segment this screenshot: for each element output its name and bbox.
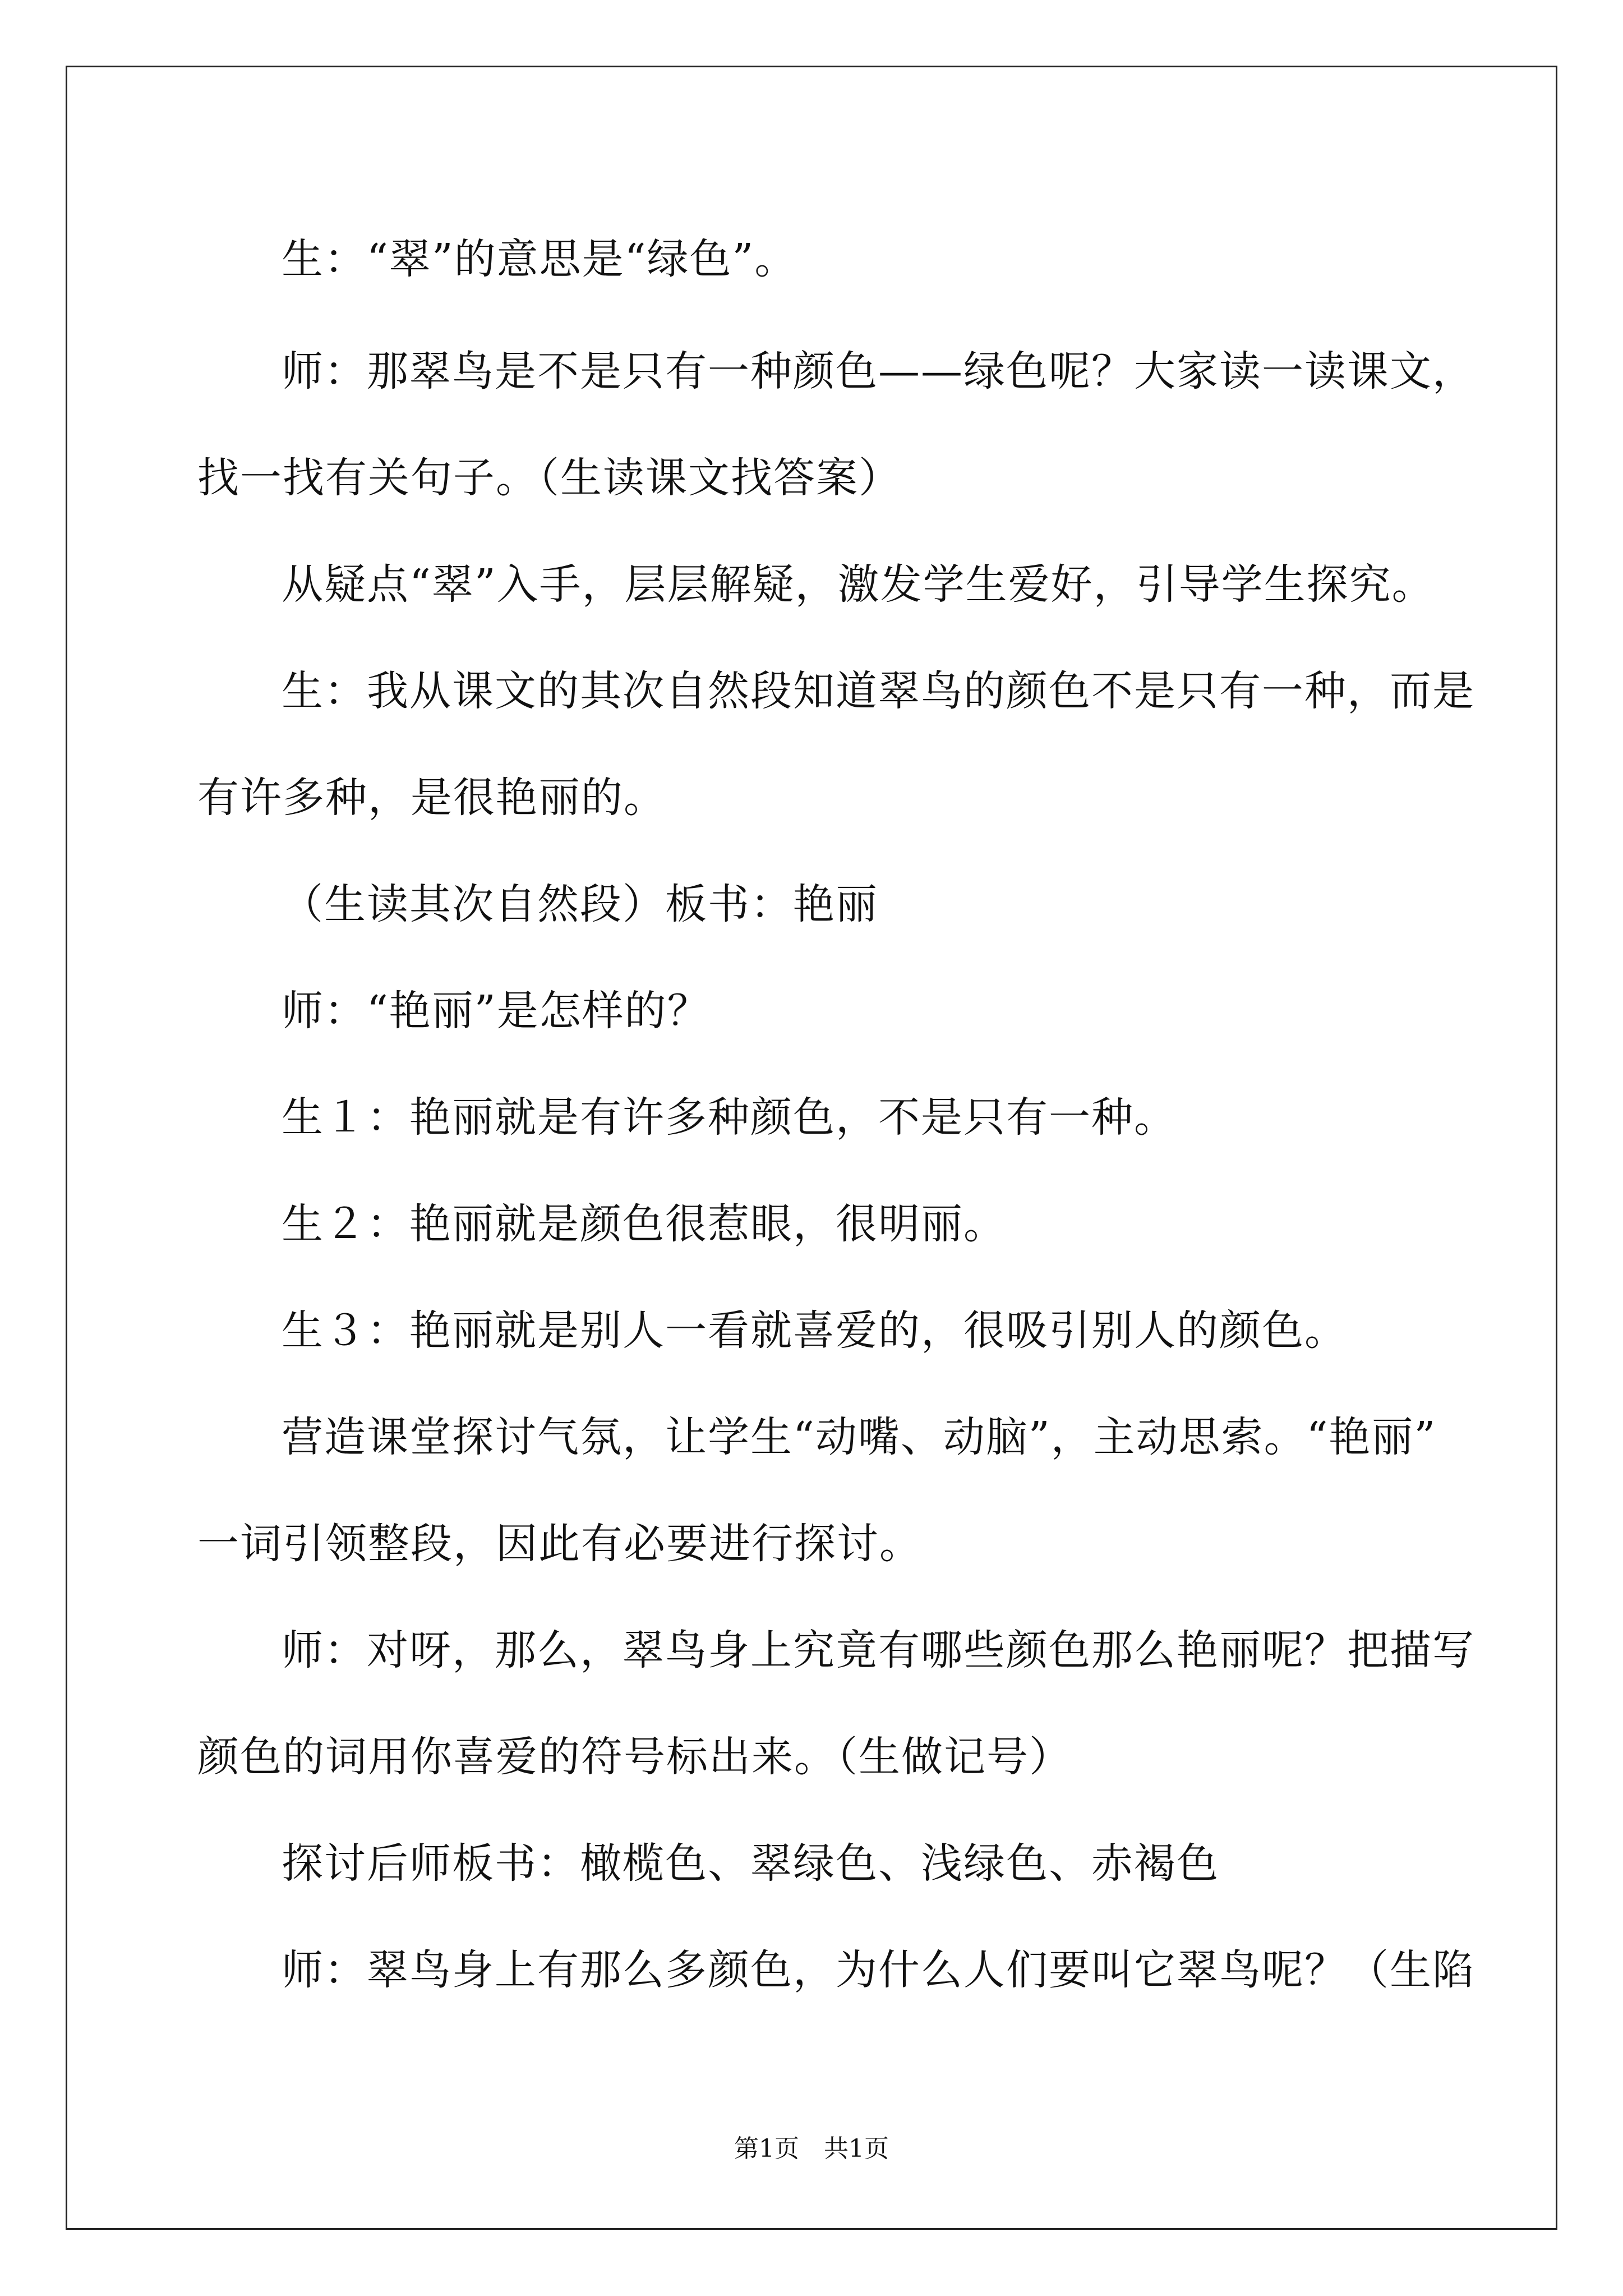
text-line: 探讨后师板书：橄榄色、翠绿色、浅绿色、赤褐色 — [282, 1839, 1219, 1888]
text-line: 生：“翠”的意思是“绿色”。 — [282, 235, 797, 283]
text-line: 生３：艳丽就是别人一看就喜爱的，很吸引别人的颜色。 — [282, 1306, 1347, 1355]
text-line: 生：我从课文的其次自然段知道翠鸟的颜色不是只有一种，而是 — [282, 667, 1475, 715]
text-line: 有许多种，是很艳丽的。 — [197, 774, 666, 822]
document-body — [67, 67, 1556, 2228]
page-frame — [66, 66, 1557, 2230]
text-line: 师：翠鸟身上有那么多颜色，为什么人们要叫它翠鸟呢？（生陷 — [282, 1946, 1475, 1994]
text-line: 师：“艳丽”是怎样的？ — [282, 987, 710, 1035]
text-line: （生读其次自然段）板书：艳丽 — [282, 880, 878, 928]
text-line: 师：对呀，那么，翠鸟身上究竟有哪些颜色那么艳丽呢？把描写 — [282, 1626, 1475, 1674]
text-line: 一词引领整段，因此有必要进行探讨。 — [197, 1520, 922, 1568]
text-line: 颜色的词用你喜爱的符号标出来。（生做记号） — [197, 1733, 1072, 1781]
text-line: 生１：艳丽就是有许多种颜色，不是只有一种。 — [282, 1093, 1177, 1142]
page-footer: 第1页 共1页 — [734, 2134, 889, 2163]
text-line: 营造课堂探讨气氛，让学生“动嘴、动脑”，主动思索。“艳丽” — [282, 1413, 1437, 1461]
text-line: 师：那翠鸟是不是只有一种颜色——绿色呢？大家读一读课文， — [282, 347, 1475, 395]
text-line: 找一找有关句子。（生读课文找答案） — [197, 454, 901, 502]
text-line: 从疑点“翠”入手，层层解疑，激发学生爱好，引导学生探究。 — [282, 560, 1435, 609]
text-line: 生２：艳丽就是颜色很惹眼，很明丽。 — [282, 1200, 1006, 1248]
